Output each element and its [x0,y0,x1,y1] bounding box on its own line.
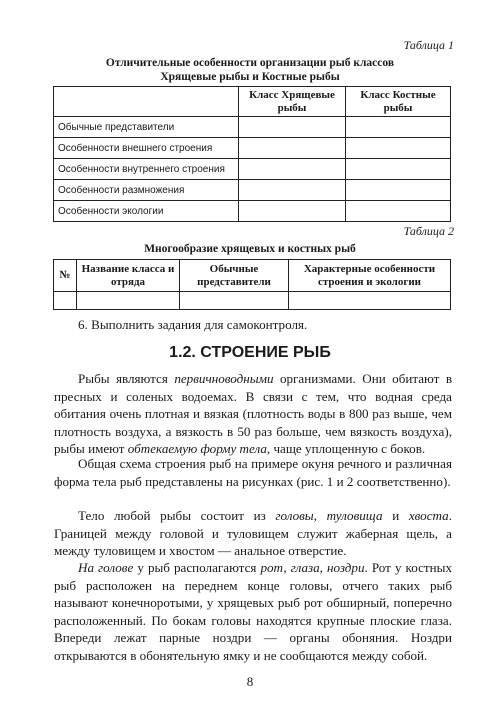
section-heading: 1.2. СТРОЕНИЕ РЫБ [169,344,331,361]
table1-col-bony: Класс Костные рыбы [346,87,451,117]
table-cell [346,159,451,180]
table-row [54,117,451,138]
table-cell [346,138,451,159]
table2-col-representatives: Обычные представители [180,260,289,292]
table1-corner [54,87,239,117]
table-cell [346,180,451,201]
table-cell [289,292,451,310]
table-cell [239,201,346,222]
table1-title-line1: Отличительные особенности организации рыб классов [105,57,395,69]
row-label: Обычные представители [54,117,239,138]
table2 [53,259,451,310]
table1-col-cartilaginous: Класс Хрящевые рыбы [239,87,346,117]
paragraph-4: На голове у рыб располагаются рот, глаза, ноздри. Рот у костных рыб расположен на переднем конце головы, отчего таких рыб называют конечноротыми, у хрящевых рыб рот обширный, поперечно расположенный. По бокам головы находятся крупные плоские глаза. Впереди лежат парные ноздри — органы обоняния. Ноздри открываются в обонятельную ямку и не сообщаются между собой. [54,560,452,663]
table2-title: Многообразие хрящевых и костных рыб [144,243,356,255]
table-cell [239,159,346,180]
table2-col-name: Название класса и отряда [77,260,180,292]
table2-col-number: № [54,260,77,292]
paragraph-3: Тело любой рыбы состоит из головы, туловища и хвоста. Границей между головой и туловищем служит жаберная щель, а между туловищем и хвостом — анальное отверстие. [54,508,452,558]
table1-title-line2: Хрящевые рыбы и Костные рыбы [160,71,340,83]
table-row [54,292,451,310]
row-label: Особенности размножения [54,180,239,201]
table-cell [239,117,346,138]
table-cell [239,138,346,159]
table-row [54,180,451,201]
table1 [53,86,451,222]
paragraph-1: Рыбы являются первичноводными организмами. Они обитают в пресных и соленых водоемах. В связи с тем, что водная среда обитания очень плотная и вязкая (плотность воды в 800 раз выше, чем плотность воздуха, а вязкость в 50 раз больше, чем вязкость воздуха), рыбы имеют обтекаемую форму тела, чаще уплощенную с боков. [54,371,452,456]
table-row [54,138,451,159]
row-label: Особенности внутреннего строения [54,159,239,180]
table-cell [77,292,180,310]
task-line: 6. Выполнить задания для самоконтроля. [78,317,308,332]
table-cell [180,292,289,310]
table-row [54,201,451,222]
table-cell [346,117,451,138]
table-cell [346,201,451,222]
table-row [54,159,451,180]
paragraph-2: Общая схема строения рыб на примере окуня речного и различная форма тела рыб представлены на рисунках (рис. 1 и 2 соответственно). [54,456,452,489]
row-label: Особенности внешнего строения [54,138,239,159]
table-cell [239,180,346,201]
table1-caption: Таблица 1 [403,38,454,52]
row-label: Особенности экологии [54,201,239,222]
table2-col-features: Характерные особенности строения и экологии [289,260,451,292]
table2-caption: Таблица 2 [403,224,454,238]
page-number: 8 [246,674,254,689]
table-cell [54,292,77,310]
